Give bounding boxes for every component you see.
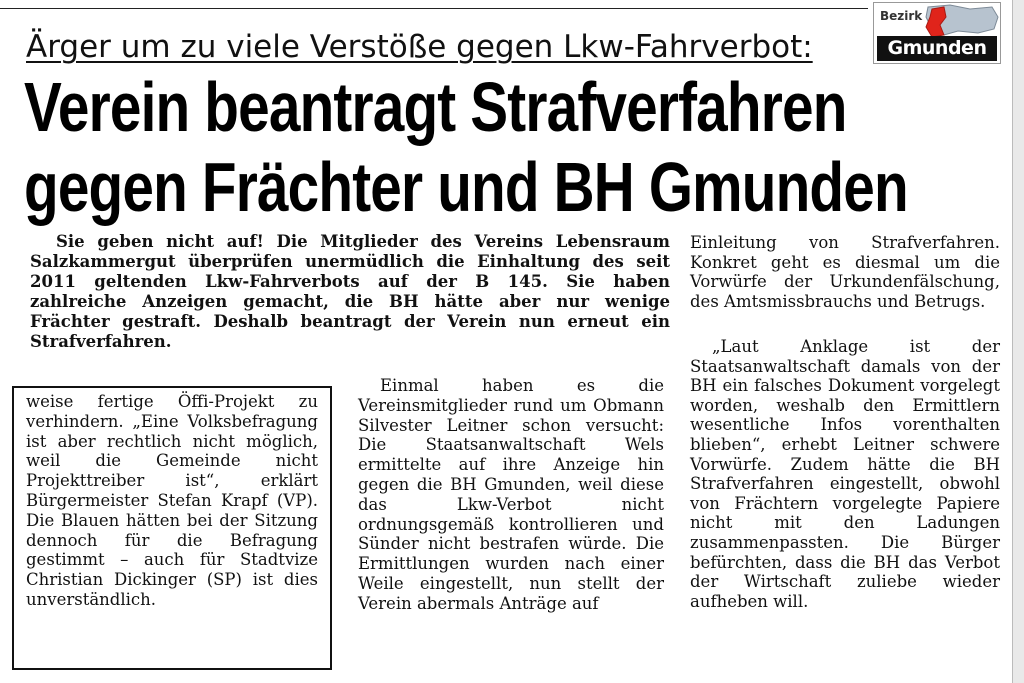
headline-line-1: Verein beantragt Strafverfahren [24, 68, 847, 146]
top-rule [0, 8, 868, 9]
kicker-line: Ärger um zu viele Verstöße gegen Lkw-Fahrverbot: [26, 29, 813, 65]
headline-line-2: gegen Frächter und BH Gmunden [24, 148, 908, 226]
left-column-text: weise fertige Öffi-Projekt zu verhindern. „Eine Volksbefragung ist aber rechtlich nicht möglich, weil die Gemeinde nicht Projekttreiber ist“, erklärt Bürgermeister Stefan Krapf (VP). Die Blauen hätten bei der Sitzung dennoch für die Befragung gestimmt – auch für Stadtvize Christian Dickinger (SP) ist dies unverständlich. [26, 392, 318, 609]
district-badge [873, 2, 1001, 64]
district-name: Gmunden [887, 37, 987, 59]
page-edge-scrollbar[interactable] [1012, 0, 1024, 683]
lead-paragraph: Sie geben nicht auf! Die Mitglieder des Vereins Lebensraum Salzkammergut überprüfen unermüdlich die Einhaltung des seit 2011 geltenden Lkw-Fahrverbots auf der B 145. Sie haben zahlreiche Anzeigen gemacht, die BH hätte aber nur wenige Frächter gestraft. Deshalb beantragt der Verein nun erneut ein Strafverfahren. [30, 232, 670, 351]
right-column-text-2: „Laut Anklage ist der Staatsanwaltschaft damals von der BH ein falsches Dokument vorgelegt worden, weshalb den Ermittlern wesentliche Infos vorenthalten blieben“, erhebt Leitner schwere Vorwürfe. Zudem hätte die BH Strafverfahren eingestellt, obwohl von Frächtern vorgelegte Papiere nicht mit den Ladungen zusammenpassten. Die Bürger befürchten, dass die BH das Verbot der Wirtschaft zuliebe wieder aufheben will. [690, 337, 1000, 611]
right-column-text-1: Einleitung von Strafverfahren. Konkret geht es diesmal um die Vorwürfe der Urkundenfälschung, des Amtsmissbrauchs und Betrugs. [690, 233, 1000, 311]
district-label-bar [877, 36, 997, 61]
middle-column-text: Einmal haben es die Vereinsmitglieder rund um Obmann Silvester Leitner schon versucht: Die Staatsanwaltschaft Wels ermittelte auf ihre Anzeige hin gegen die BH Gmunden, weil diese das Lkw-Verbot nicht ordnungsgemäß kontrollieren und Sünder nicht bestrafen würde. Die Ermittlungen wurden nach einer Weile eingestellt, nun stellt der Verein abermals Anträge auf [358, 376, 664, 613]
district-word: Bezirk [880, 9, 923, 23]
